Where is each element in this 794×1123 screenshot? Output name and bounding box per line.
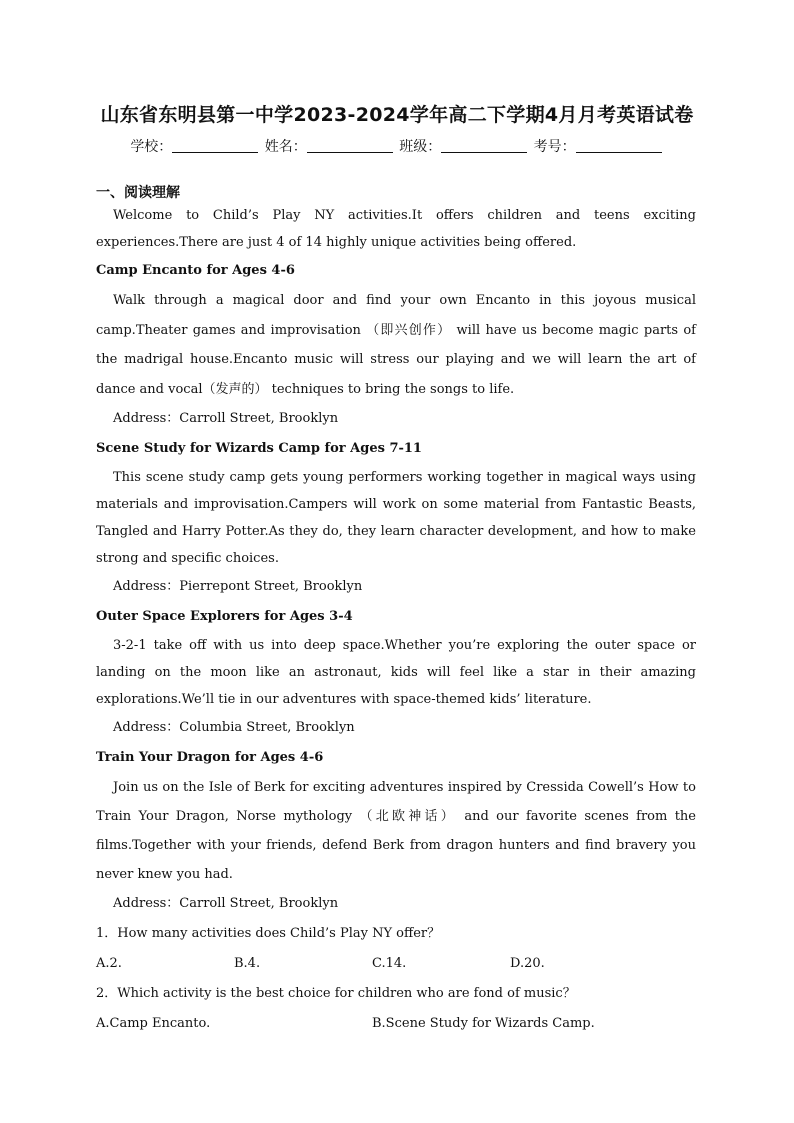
option-a[interactable]: A.Camp Encanto.	[96, 1016, 211, 1031]
reading-passage	[96, 202, 696, 1039]
camp-text-1: Walk through a magical door and find your own Encanto in this joyous musical camp.Theater games and improvisation （即兴创作） will have us become magic parts of the madrigal house.Encanto music will stress our playing and we will learn the art of dance and vocal（发声的） techniques to bring the songs to life.	[96, 293, 696, 397]
option-b[interactable]: B.Scene Study for Wizards Camp.	[372, 1016, 595, 1031]
school-blank[interactable]	[172, 138, 258, 153]
number-blank[interactable]	[576, 138, 662, 153]
option-a[interactable]: A.2.	[96, 956, 122, 971]
camp-text-4: Join us on the Isle of Berk for exciting adventures inspired by Cressida Cowell’s How to Train Your Dragon, Norse mythology （北欧神话） and our favorite scenes from the films.Together with your friends, defend Berk from dragon hunters and find bravery you never knew you had.	[96, 780, 696, 882]
student-info-line	[0, 136, 794, 156]
camp-heading-4: Train Your Dragon for Ages 4-6	[96, 750, 324, 765]
camp-heading-1: Camp Encanto for Ages 4-6	[96, 263, 295, 278]
class-label: 班级：	[399, 139, 442, 155]
intro-paragraph: Welcome to Child’s Play NY activities.It offers children and teens exciting experiences.There are just 4 of 14 highly unique activities being offered.	[96, 208, 696, 250]
name-label: 姓名：	[264, 139, 307, 155]
camp-text-3: 3-2-1 take off with us into deep space.Whether you’re exploring the outer space or landing on the moon like an astronaut, kids will feel like a star in their amazing explorations.We’ll tie in our adventures with space-themed kids’ literature.	[96, 638, 696, 707]
number-label: 考号：	[533, 139, 576, 155]
camp-address-2: Address：Pierrepont Street, Brooklyn	[113, 579, 363, 594]
camp-address-1: Address：Carroll Street, Brooklyn	[113, 411, 339, 426]
camp-text-2: This scene study camp gets young performers working together in magical ways using materials and improvisation.Campers will work on some material from Fantastic Beasts, Tangled and Harry Potter.As they do, they learn character development, and how to make strong and specific choices.	[96, 470, 696, 566]
question-2-stem: 2．Which activity is the best choice for children who are fond of music？	[96, 986, 576, 1001]
option-b[interactable]: B.4.	[234, 956, 261, 971]
school-label: 学校：	[130, 139, 173, 155]
class-blank[interactable]	[441, 138, 527, 153]
exam-title: 山东省东明县第一中学2023-2024学年高二下学期4月月考英语试卷	[100, 104, 694, 126]
question-1-options	[96, 949, 696, 979]
option-c[interactable]: C.14.	[372, 956, 407, 971]
camp-heading-2: Scene Study for Wizards Camp for Ages 7-11	[96, 441, 422, 456]
camp-address-3: Address：Columbia Street, Brooklyn	[113, 720, 355, 735]
name-blank[interactable]	[307, 138, 393, 153]
question-2-options	[96, 1009, 696, 1039]
camp-address-4: Address：Carroll Street, Brooklyn	[113, 896, 339, 911]
question-1-stem: 1．How many activities does Child’s Play NY offer？	[96, 926, 441, 941]
option-d[interactable]: D.20.	[510, 956, 545, 971]
section-title: 一、阅读理解	[96, 185, 180, 201]
camp-heading-3: Outer Space Explorers for Ages 3-4	[96, 609, 353, 624]
